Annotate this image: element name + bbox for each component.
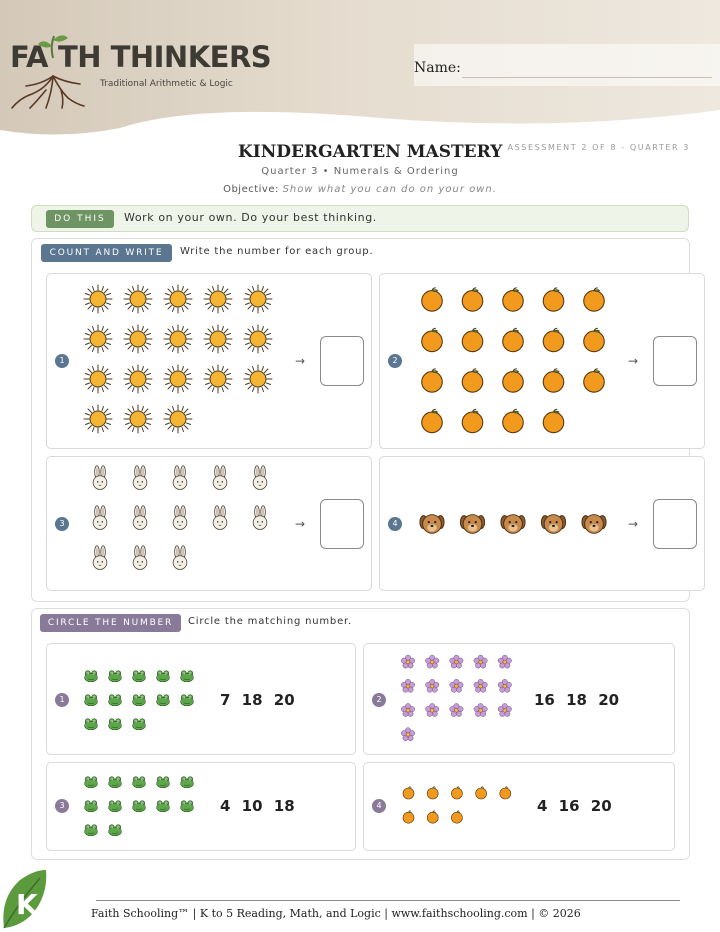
- orange-icon-group: [418, 285, 618, 445]
- orange-icon: [422, 369, 443, 392]
- sun-icon: [244, 285, 272, 313]
- frog-icon: [157, 777, 170, 788]
- bunny-icon: [93, 546, 107, 570]
- orange-icon: [503, 288, 524, 311]
- dog-icon-group: [418, 510, 618, 546]
- flower-icon: [474, 679, 487, 692]
- orange-icon: [584, 328, 605, 351]
- orange-icon: [462, 369, 483, 392]
- arrow-icon: →: [628, 517, 639, 531]
- bunny-icon: [213, 506, 227, 530]
- flower-icon: [498, 679, 511, 692]
- circle-badge: CIRCLE THE NUMBER: [40, 614, 181, 632]
- answer-box[interactable]: [653, 499, 697, 549]
- objective-label: Objective:: [223, 184, 279, 195]
- bunny-icon: [133, 546, 147, 570]
- frog-icon: [157, 801, 170, 812]
- flower-icon: [450, 679, 463, 692]
- frog-icon: [181, 671, 194, 682]
- orange-icon: [427, 787, 438, 800]
- orange-icon: [543, 409, 564, 432]
- bunny-icon: [173, 466, 187, 490]
- brand-logo-text: FA TH THINKERS: [10, 40, 272, 74]
- answer-box[interactable]: [320, 336, 364, 386]
- bunny-icon: [173, 546, 187, 570]
- frog-icon: [181, 695, 194, 706]
- sun-icon: [84, 365, 112, 393]
- orange-icon: [422, 409, 443, 432]
- orange-icon: [427, 811, 438, 824]
- orange-icon: [503, 328, 524, 351]
- name-label: Name:: [414, 60, 461, 76]
- footer-divider: [96, 900, 680, 901]
- circle-card-4: [363, 762, 675, 851]
- sun-icon: [204, 285, 232, 313]
- bunny-icon-group: [87, 465, 287, 589]
- frog-icon: [109, 801, 122, 812]
- orange-icon: [462, 409, 483, 432]
- sun-icon: [204, 365, 232, 393]
- leaf-letter: K: [16, 888, 38, 921]
- count-section: [31, 238, 690, 602]
- sun-icon: [124, 405, 152, 433]
- frog-icon: [109, 719, 122, 730]
- dog-icon: [501, 515, 525, 534]
- dog-icon: [582, 515, 606, 534]
- answer-box[interactable]: [653, 336, 697, 386]
- orange-icon: [500, 787, 511, 800]
- sun-icon-group: [83, 284, 283, 444]
- brand-tagline: Traditional Arithmetic & Logic: [100, 79, 233, 89]
- circle-card-1: [46, 643, 356, 755]
- sun-icon: [164, 285, 192, 313]
- frog-icon: [85, 671, 98, 682]
- bunny-icon: [213, 466, 227, 490]
- flower-icon: [474, 703, 487, 716]
- bunny-icon: [133, 466, 147, 490]
- orange-icon: [543, 288, 564, 311]
- page-subtitle: Quarter 3 • Numerals & Ordering: [261, 166, 459, 177]
- flower-icon: [474, 655, 487, 668]
- frog-icon: [109, 777, 122, 788]
- name-field[interactable]: [462, 77, 712, 78]
- item-number: 4: [388, 517, 402, 531]
- number-choices[interactable]: 7 18 20: [220, 691, 295, 709]
- frog-icon: [85, 825, 98, 836]
- frog-icon-group: [83, 774, 213, 846]
- answer-box[interactable]: [320, 499, 364, 549]
- count-card-3: [46, 456, 372, 591]
- count-card-1: [46, 273, 372, 449]
- dog-icon: [460, 515, 484, 534]
- count-card-4: [379, 456, 705, 591]
- bunny-icon: [133, 506, 147, 530]
- sun-icon: [164, 325, 192, 353]
- bunny-icon: [253, 466, 267, 490]
- dog-icon: [420, 515, 444, 534]
- number-choices[interactable]: 4 10 18: [220, 797, 295, 815]
- orange-icon: [403, 787, 414, 800]
- circle-card-2: [363, 643, 675, 755]
- sun-icon: [124, 285, 152, 313]
- item-number: 4: [372, 799, 386, 813]
- frog-icon: [85, 695, 98, 706]
- flower-icon: [401, 655, 414, 668]
- flower-icon: [401, 728, 414, 741]
- frog-icon-group: [83, 668, 213, 740]
- orange-icon: [584, 288, 605, 311]
- number-choices[interactable]: 16 18 20: [534, 691, 620, 709]
- dog-icon: [541, 515, 565, 534]
- frog-icon: [133, 801, 146, 812]
- item-number: 2: [388, 354, 402, 368]
- orange-icon: [403, 811, 414, 824]
- do-this-text: Work on your own. Do your best thinking.: [124, 211, 377, 224]
- count-badge: COUNT AND WRITE: [41, 244, 172, 262]
- flower-icon: [401, 703, 414, 716]
- objective-text: Show what you can do on your own.: [282, 184, 497, 195]
- frog-icon: [133, 719, 146, 730]
- assessment-label: ASSESSMENT 2 OF 8 - QUARTER 3: [507, 143, 690, 152]
- bunny-icon: [253, 506, 267, 530]
- leaf-logo-icon: [0, 868, 50, 932]
- frog-icon: [85, 777, 98, 788]
- item-number: 2: [372, 693, 386, 707]
- frog-icon: [133, 695, 146, 706]
- bunny-icon: [173, 506, 187, 530]
- sun-icon: [244, 325, 272, 353]
- flower-icon: [498, 703, 511, 716]
- item-number: 1: [55, 693, 69, 707]
- orange-icon: [422, 328, 443, 351]
- item-number: 3: [55, 799, 69, 813]
- frog-icon: [85, 801, 98, 812]
- orange-icon: [451, 811, 462, 824]
- flower-icon: [425, 679, 438, 692]
- sun-icon: [84, 325, 112, 353]
- flower-icon: [450, 655, 463, 668]
- sun-icon: [164, 365, 192, 393]
- orange-icon: [451, 787, 462, 800]
- objective: [0, 184, 720, 195]
- flower-icon: [425, 703, 438, 716]
- orange-icon: [462, 288, 483, 311]
- frog-icon: [157, 695, 170, 706]
- bunny-icon: [93, 506, 107, 530]
- sun-icon: [124, 365, 152, 393]
- frog-icon: [109, 825, 122, 836]
- footer-text: Faith Schooling™ | K to 5 Reading, Math, and Logic | www.faithschooling.com | © 2026: [91, 907, 581, 920]
- sun-icon: [244, 365, 272, 393]
- flower-icon-group: [400, 654, 530, 754]
- flower-icon: [498, 655, 511, 668]
- orange-icon: [584, 369, 605, 392]
- orange-icon: [503, 369, 524, 392]
- sun-icon: [124, 325, 152, 353]
- arrow-icon: →: [295, 517, 306, 531]
- frog-icon: [181, 801, 194, 812]
- orange-icon: [462, 328, 483, 351]
- orange-icon: [543, 328, 564, 351]
- frog-icon: [133, 777, 146, 788]
- flower-icon: [401, 679, 414, 692]
- orange-icon: [543, 369, 564, 392]
- bunny-icon: [93, 466, 107, 490]
- number-choices[interactable]: 4 16 20: [537, 797, 612, 815]
- flower-icon: [450, 703, 463, 716]
- arrow-icon: →: [628, 354, 639, 368]
- orange-icon: [422, 288, 443, 311]
- count-card-2: [379, 273, 705, 449]
- item-number: 1: [55, 354, 69, 368]
- do-this-bar: [31, 205, 689, 232]
- sun-icon: [84, 285, 112, 313]
- frog-icon: [85, 719, 98, 730]
- frog-icon: [181, 777, 194, 788]
- circle-section: [31, 608, 690, 860]
- orange-icon: [476, 787, 487, 800]
- frog-icon: [157, 671, 170, 682]
- count-instruction: Write the number for each group.: [180, 246, 374, 257]
- flower-icon: [425, 655, 438, 668]
- page-title: KINDERGARTEN MASTERY: [238, 142, 503, 162]
- frog-icon: [109, 671, 122, 682]
- do-this-badge: DO THIS: [46, 210, 114, 228]
- frog-icon: [109, 695, 122, 706]
- orange-icon-group: [401, 785, 531, 835]
- sun-icon: [204, 325, 232, 353]
- circle-instruction: Circle the matching number.: [188, 616, 353, 627]
- arrow-icon: →: [295, 354, 306, 368]
- frog-icon: [133, 671, 146, 682]
- circle-card-3: [46, 762, 356, 851]
- sun-icon: [164, 405, 192, 433]
- item-number: 3: [55, 517, 69, 531]
- sun-icon: [84, 405, 112, 433]
- orange-icon: [503, 409, 524, 432]
